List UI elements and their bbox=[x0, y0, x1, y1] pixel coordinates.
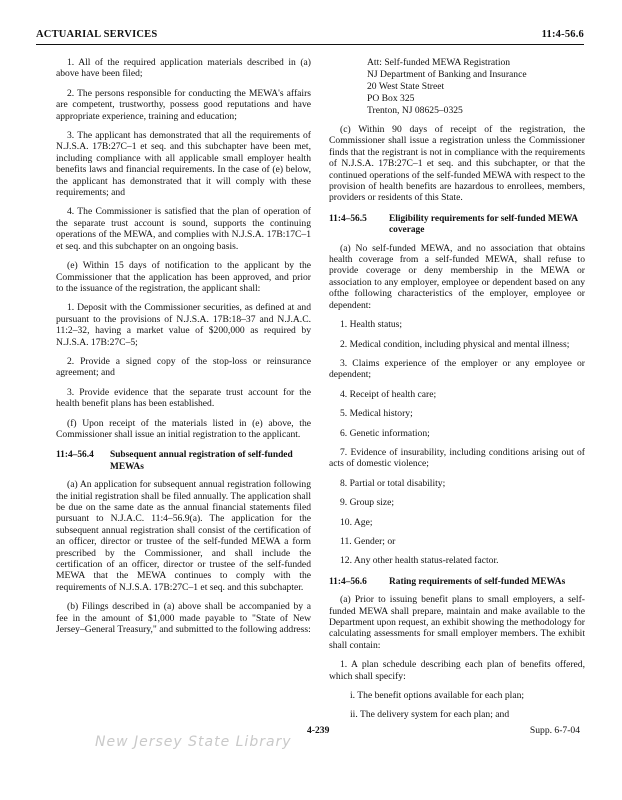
paragraph: 4. The Commissioner is satisfied that the plan of operation of the separate trust account is sound, supports the continuing operations of the MEWA, and complies with N.J.S.A. 17B:17C–1 et seq. and this subchapter on an ongoing basis. bbox=[56, 206, 311, 252]
paragraph: i. The benefit options available for each plan; bbox=[350, 690, 525, 702]
page-number: 4-239 bbox=[307, 725, 330, 736]
section-title-continued: coverage bbox=[389, 225, 425, 236]
list-item: 9. Group size; bbox=[340, 497, 395, 509]
list-item: 3. Claims experience of the employer or any employee or dependent; bbox=[329, 357, 585, 381]
list-item: 10. Age; bbox=[340, 516, 373, 528]
list-item: 7. Evidence of insurability, including conditions arising out of acts of domestic violence; bbox=[329, 446, 585, 470]
address-line: NJ Department of Banking and Insurance bbox=[367, 69, 527, 80]
running-head bbox=[36, 29, 584, 40]
paragraph: ii. The delivery system for each plan; and bbox=[350, 709, 510, 721]
section-title-continued: MEWAs bbox=[110, 461, 144, 472]
paragraph: (e) Within 15 days of notification to the applicant by the Commissioner that the application has been approved, and prior to the issuance of the registration, the applicant shall: bbox=[56, 260, 311, 294]
left-column bbox=[56, 57, 311, 643]
address-line: 20 West State Street bbox=[367, 81, 445, 92]
header-section-number: 11:4-56.6 bbox=[541, 29, 584, 40]
section-number: 11:4–56.6 bbox=[329, 576, 367, 587]
section-title: Rating requirements of self-funded MEWAs bbox=[389, 576, 566, 587]
section-heading bbox=[329, 214, 585, 237]
paragraph: 2. Provide a signed copy of the stop-loss or reinsurance agreement; and bbox=[56, 355, 311, 379]
paragraph: 1. Deposit with the Commissioner securities, as defined at and pursuant to the provisions of N.J.S.A. 17B:18–37 and N.J.A.C. 11:2–32, having a market value of $200,000 as required by N.J.S.A. 17B:27C–5; bbox=[56, 302, 311, 348]
paragraph: 3. The applicant has demonstrated that all the requirements of N.J.S.A. 17B:27C–1 et seq. and this subchapter have been met, including compliance with all applicable small employer health benefits laws and financial requirements. In the case of (e) below, the applicant has demonstrated that it will comply with these requirements; and bbox=[56, 130, 311, 199]
list-item: 1. Health status; bbox=[340, 319, 403, 331]
section-number: 11:4–56.4 bbox=[56, 450, 94, 461]
paragraph: (a) No self-funded MEWA, and no association that obtains health coverage from a self-funded MEWA, shall refuse to provide coverage or deny membership in the MEWA or association to any employer, employee or dependent based on any ofthe following characteristics of the employer, employee or dependent: bbox=[329, 242, 585, 311]
header-rule bbox=[36, 44, 584, 45]
list-item: 11. Gender; or bbox=[340, 535, 396, 547]
paragraph: 2. The persons responsible for conducting the MEWA's affairs are competent, trustworthy, possess good reputations and have appropriate experience, training and education; bbox=[56, 87, 311, 122]
list-item: 12. Any other health status-related factor. bbox=[340, 555, 499, 567]
list-item: 8. Partial or total disability; bbox=[340, 477, 446, 489]
section-title: Eligibility requirements for self-funded MEWA bbox=[389, 213, 579, 224]
address-line: Trenton, NJ 08625–0325 bbox=[367, 105, 463, 116]
paragraph: (a) An application for subsequent annual registration following the initial registration shall be filed annually. The application shall be due on the same date as the annual financial statements filed pursuant to N.J.A.C. 11:4–56.9(a). The application for the subsequent annual registration shall consist of the certification of an officer, director or trustee of the self-funded MEWA a form prescribed by the Commissioner, and shall include the certification of an officer, director or trustee of the self-funded MEWA that the MEWA continues to comply with the requirements of N.J.S.A. 17B:27C–1 et seq. and this subchapter. bbox=[56, 479, 311, 593]
header-title: ACTUARIAL SERVICES bbox=[36, 29, 158, 40]
paragraph: 1. All of the required application materials described in (a) above have been filed; bbox=[56, 57, 311, 80]
supplement-date: Supp. 6-7-04 bbox=[529, 725, 580, 736]
list-item: 6. Genetic information; bbox=[340, 427, 430, 439]
paragraph: 1. A plan schedule describing each plan of benefits offered, which shall specify: bbox=[329, 659, 585, 682]
paragraph: (a) Prior to issuing benefit plans to small employers, a self-funded MEWA shall prepare, maintain and make available to the Department upon request, an exhibit showing the methodology for calculating assessments for small employer members. The exhibit shall contain: bbox=[329, 594, 585, 651]
right-column bbox=[329, 57, 585, 729]
paragraph: (f) Upon receipt of the materials listed in (e) above, the Commissioner shall issue an initial registration to the applicant. bbox=[56, 417, 311, 440]
section-title: Subsequent annual registration of self-funded bbox=[110, 450, 293, 461]
paragraph: (c) Within 90 days of receipt of the registration, the Commissioner shall issue a registration unless the Commissioner finds that the registrant is not in compliance with the requirements of N.J.S.A. 17B:27C–1 et seq. and this subchapter, or that the continued operations of the self-funded MEWA with respect to the provision of health benefits are hazardous to enrollees, members, providers or residents of this State. bbox=[329, 124, 585, 204]
address-line: PO Box 325 bbox=[367, 93, 415, 104]
paragraph: 3. Provide evidence that the separate trust account for the health benefit plans has been established. bbox=[56, 386, 311, 410]
section-number: 11:4–56.5 bbox=[329, 213, 367, 224]
list-item: 5. Medical history; bbox=[340, 408, 413, 420]
library-watermark: New Jersey State Library bbox=[95, 734, 292, 750]
mailing-address bbox=[367, 57, 585, 117]
section-heading bbox=[56, 450, 311, 473]
paragraph: (b) Filings described in (a) above shall be accompanied by a fee in the amount of $1,000 made payable to "State of New Jersey–General Treasury," and submitted to the following address: bbox=[56, 601, 311, 636]
list-item: 4. Receipt of health care; bbox=[340, 388, 437, 400]
section-heading bbox=[329, 577, 585, 588]
address-line: Att: Self-funded MEWA Registration bbox=[367, 57, 511, 68]
list-item: 2. Medical condition, including physical and mental illness; bbox=[340, 338, 570, 350]
